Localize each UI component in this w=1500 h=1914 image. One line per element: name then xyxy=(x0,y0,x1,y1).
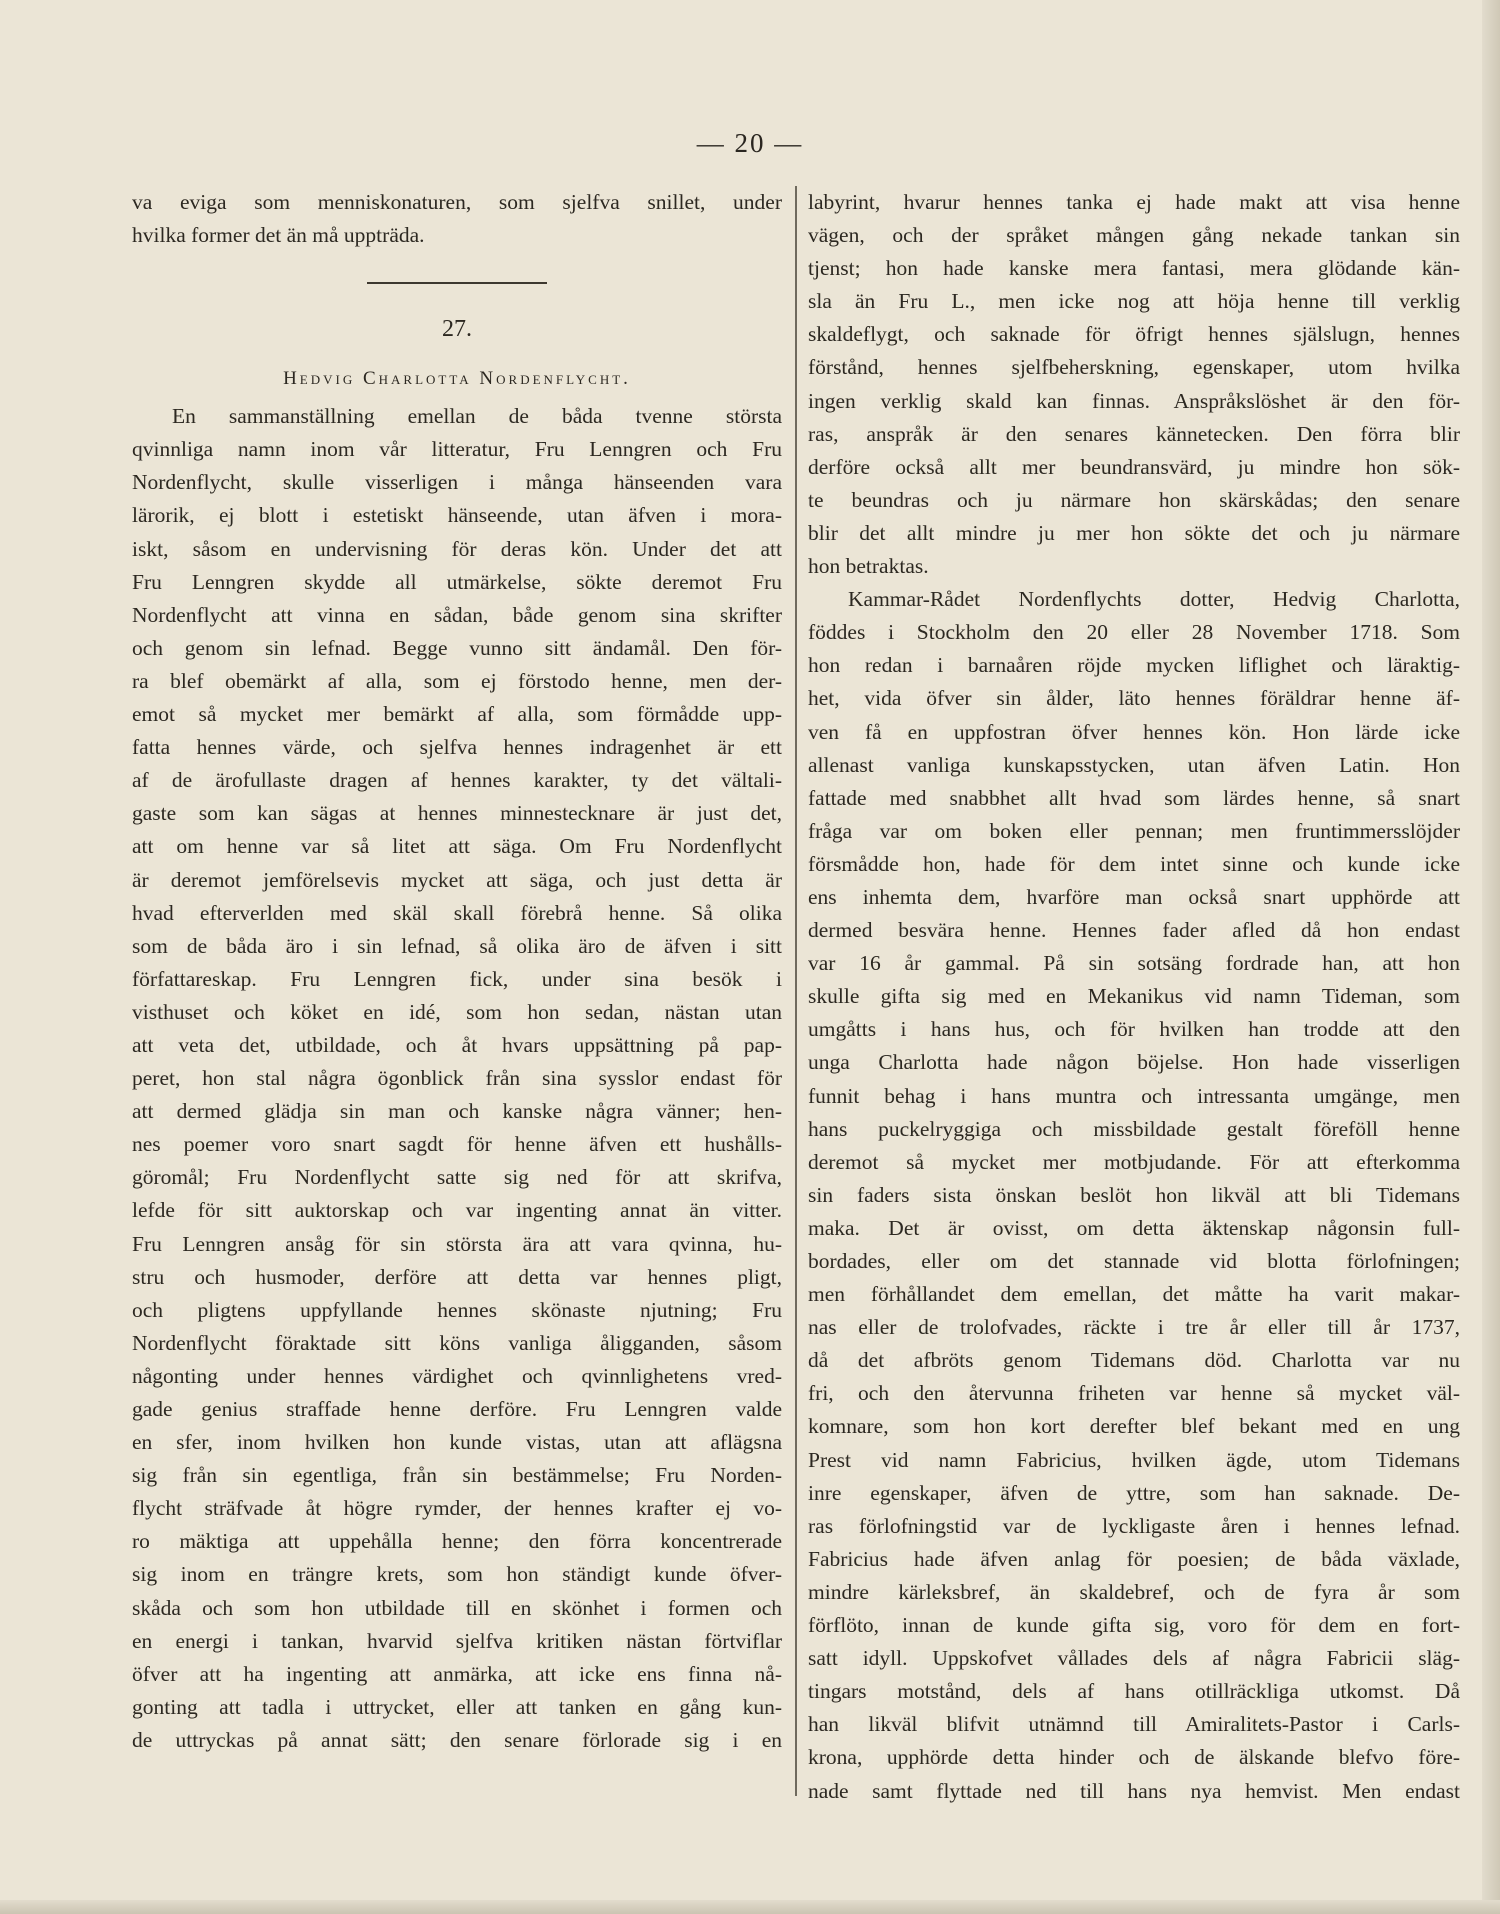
text-line: förstånd, hennes sjelfbeherskning, egenskaper, utom hvilka xyxy=(808,355,1460,380)
text-line: Fru Lenngren skydde all utmärkelse, sökte deremot Fru xyxy=(132,569,782,594)
page-number: — 20 — xyxy=(696,128,804,158)
text-line: Nordenflycht, skulle visserligen i många hänseenden vara xyxy=(132,470,782,495)
text-line: skåda och som hon utbildade till en skönhet i formen och xyxy=(132,1595,782,1620)
text-line: ras förlofningstid var de lyckligaste åren i hennes lefnad. xyxy=(808,1513,1460,1538)
text-line: och pligtens uppfyllande hennes skönaste njutning; Fru xyxy=(132,1297,782,1322)
text-line: hon redan i barnaåren röjde mycken liflighet och läraktig- xyxy=(808,653,1460,678)
text-line: funnit behag i hans muntra och intressanta umgänge, men xyxy=(808,1083,1460,1108)
text-line: mindre kärleksbref, än skaldebref, och de fyra år som xyxy=(808,1579,1460,1604)
text-line: inre egenskaper, äfven de yttre, som han saknade. De- xyxy=(808,1480,1460,1505)
text-line: blir det allt mindre ju mer hon sökte det och ju närmare xyxy=(808,520,1460,545)
text-line: visthuset och köket en idé, som hon sedan, nästan utan xyxy=(132,999,782,1024)
text-line: nade samt flyttade ned till hans nya hemvist. Men endast xyxy=(808,1778,1460,1803)
text-line: förflöto, innan de kunde gifta sig, voro för dem en fort- xyxy=(808,1613,1460,1638)
section-title: Hedvig Charlotta Nordenflycht. xyxy=(283,368,631,390)
text-line: af de ärofullaste dragen af hennes karakter, ty det vältali- xyxy=(132,768,782,793)
text-line: hans puckelryggiga och missbildade gestalt föreföll henne xyxy=(808,1116,1460,1141)
text-line: lefde för sitt auktorskap och var ingenting annat än vitter. xyxy=(132,1198,782,1223)
text-line: maka. Det är ovisst, om detta äktenskap någonsin full- xyxy=(808,1215,1460,1240)
text-line: nes poemer voro snart sagdt för henne äfven ett hushålls- xyxy=(132,1132,782,1157)
text-line: skulle gifta sig med en Mekanikus vid namn Tideman, som xyxy=(808,984,1460,1009)
text-line: men förhållandet dem emellan, det måtte ha varit makar- xyxy=(808,1282,1460,1307)
text-line: ro mäktiga att uppehålla henne; den förra koncentrerade xyxy=(132,1529,782,1554)
text-line: författareskap. Fru Lenngren fick, under sina besök i xyxy=(132,966,782,991)
left-body xyxy=(132,400,782,1757)
text-line: En sammanställning emellan de båda tvenne största xyxy=(172,404,782,429)
text-line: gade genius straffade henne derföre. Fru Lenngren valde xyxy=(132,1397,782,1421)
text-line: öfver att ha ingenting att anmärka, att icke ens finna nå- xyxy=(132,1661,782,1686)
right-paragraph-2 xyxy=(808,583,1460,1807)
text-line: unga Charlotta hade någon böjelse. Hon hade visserligen xyxy=(808,1050,1460,1075)
text-line: fattade med snabbhet allt hvad som lärdes henne, så snart xyxy=(808,785,1460,810)
text-line: att dermed glädja sin man och kanske några vänner; hen- xyxy=(132,1099,782,1124)
text-line: te beundras och ju närmare hon skärskådas; den senare xyxy=(808,487,1460,512)
text-line: någonting under hennes värdighet och qvinnlighetens vred- xyxy=(132,1363,782,1388)
text-line: skaldeflygt, och saknade för öfrigt hennes själslugn, hennes xyxy=(808,322,1460,347)
text-line: emot så mycket mer bemärkt af alla, som förmådde upp- xyxy=(132,702,782,727)
section-number: 27. xyxy=(442,316,472,343)
text-line: tingars motstånd, dels af hans otillräckliga utkomst. Då xyxy=(808,1679,1460,1704)
text-line: Nordenflycht föraktade sitt köns vanliga åligganden, såsom xyxy=(132,1330,782,1355)
text-line: som de båda äro i sin lefnad, så olika äro de äfven i sitt xyxy=(132,933,782,958)
text-line: va eviga som menniskonaturen, som sjelfva snillet, under xyxy=(132,190,782,214)
text-line: en energi i tankan, hvarvid sjelfva kritiken nästan förtviflar xyxy=(132,1628,782,1653)
text-line: Fabricius hade äfven anlag för poesien; de båda växlade, xyxy=(808,1546,1460,1571)
text-line: ven få en uppfostran öfver hennes kön. Hon lärde icke xyxy=(808,719,1460,744)
text-line: tjenst; hon hade kanske mera fantasi, mera glödande kän- xyxy=(808,256,1460,281)
right-column xyxy=(808,186,1460,1808)
text-line: då det afbröts genom Tidemans död. Charlotta var nu xyxy=(808,1348,1460,1373)
section-separator-rule xyxy=(367,282,547,284)
text-line: sin faders sista önskan beslöt hon likväl att bli Tidemans xyxy=(808,1182,1460,1207)
text-line: Nordenflycht att vinna en sådan, både genom sina skrifter xyxy=(132,602,782,627)
text-line: var 16 år gammal. På sin sotsäng fordrade han, att hon xyxy=(808,951,1460,976)
text-line: sla än Fru L., men icke nog att höja henne till verklig xyxy=(808,289,1460,314)
text-line: är deremot jemförelsevis mycket att säga, och just detta är xyxy=(132,867,782,892)
text-line: föddes i Stockholm den 20 eller 28 November 1718. Som xyxy=(808,620,1460,645)
text-line: dermed besvära henne. Hennes fader afled då hon endast xyxy=(808,918,1460,943)
text-line: sig inom en trängre krets, som hon ständigt kunde öfver- xyxy=(132,1562,782,1587)
text-line: stru och husmoder, derföre att detta var hennes pligt, xyxy=(132,1264,782,1289)
text-line: hon betraktas. xyxy=(808,554,929,579)
text-line: bordades, eller om det stannade vid blotta förlofningen; xyxy=(808,1249,1460,1273)
text-line: fråga var om boken eller pennan; men fruntimmersslöjder xyxy=(808,818,1460,843)
text-line: ras, anspråk är den senares kännetecken. Den förra blir xyxy=(808,421,1460,446)
text-line: allenast vanliga kunskapsstycken, utan äfven Latin. Hon xyxy=(808,752,1460,777)
text-line: Fru Lenngren ansåg för sin största ära att vara qvinna, hu- xyxy=(132,1231,782,1256)
text-line: att veta det, utbildade, och åt hvars uppsättning på pap- xyxy=(132,1032,782,1057)
text-line: ra blef obemärkt af alla, som ej förstodo henne, men der- xyxy=(132,668,782,693)
text-line: de uttryckas på annat sätt; den senare förlorade sig i en xyxy=(132,1727,782,1752)
right-paragraph-1 xyxy=(808,186,1460,583)
text-line: ens inhemta dem, hvarföre man också snart upphörde att xyxy=(808,884,1460,909)
text-line: hvilka former det än må uppträda. xyxy=(132,223,425,248)
text-line: att om henne var så litet att säga. Om Fru Nordenflycht xyxy=(132,834,782,859)
text-line: flycht sträfvade åt högre rymder, der hennes krafter ej vo- xyxy=(132,1496,782,1521)
text-line: vägen, och der språket mången gång nekade tankan sin xyxy=(808,223,1460,248)
text-line: krona, upphörde detta hinder och de älskande blefvo före- xyxy=(808,1745,1460,1770)
text-line: lärorik, ej blott i estetiskt hänseende, utan äfven i mora- xyxy=(132,503,782,528)
text-line: qvinnliga namn inom vår litteratur, Fru Lenngren och Fru xyxy=(132,437,782,462)
left-column xyxy=(132,186,782,1757)
text-line: gaste som kan sägas at hennes minnestecknare är just det, xyxy=(132,801,782,826)
text-line: fatta hennes värde, och sjelfva hennes indragenhet är ett xyxy=(132,735,782,760)
text-line: satt idyll. Uppskofvet vållades dels af några Fabricii släg- xyxy=(808,1646,1460,1671)
page-edge-shadow xyxy=(1482,0,1500,1914)
left-intro xyxy=(132,186,782,252)
text-line: ingen verklig skald kan finnas. Anspråkslöshet är den för- xyxy=(808,388,1460,413)
text-line: nas eller de trolofvades, räckte i tre år eller till år 1737, xyxy=(808,1315,1460,1340)
text-line: han likväl blifvit utnämnd till Amiralitets-Pastor i Carls- xyxy=(808,1712,1460,1737)
page-bottom-shadow xyxy=(0,1900,1500,1914)
text-line: gonting att tadla i uttrycket, eller att tanken en gång kun- xyxy=(132,1694,782,1719)
text-line: göromål; Fru Nordenflycht satte sig ned för att skrifva, xyxy=(132,1165,782,1190)
text-line: deremot så mycket mer motbjudande. För att efterkomma xyxy=(808,1149,1460,1174)
text-line: Kammar-Rådet Nordenflychts dotter, Hedvig Charlotta, xyxy=(848,587,1460,612)
text-line: hvad efterverlden med skäl skall förebrå henne. Så olika xyxy=(132,900,782,925)
text-line: het, vida öfver sin ålder, läto hennes föräldrar henne äf- xyxy=(808,686,1460,711)
text-line: umgåtts i hans hus, och för hvilken han trodde att den xyxy=(808,1017,1460,1042)
text-line: derföre också allt mer beundransvärd, ju mindre hon sök- xyxy=(808,454,1460,479)
text-line: iskt, såsom en undervisning för deras kön. Under det att xyxy=(132,536,782,561)
text-line: och genom sin lefnad. Begge vunno sitt ändamål. Den för- xyxy=(132,635,782,660)
text-line: fri, och den återvunna friheten var henne så mycket väl- xyxy=(808,1381,1460,1406)
text-line: komnare, som hon kort derefter blef bekant med en ung xyxy=(808,1414,1460,1439)
text-line: en sfer, inom hvilken hon kunde vistas, utan att aflägsna xyxy=(132,1430,782,1455)
text-line: försmådde hon, hade för dem intet sinne och kunde icke xyxy=(808,851,1460,876)
column-divider xyxy=(795,186,797,1796)
text-line: labyrint, hvarur hennes tanka ej hade makt att visa henne xyxy=(808,190,1460,214)
text-line: Prest vid namn Fabricius, hvilken ägde, utom Tidemans xyxy=(808,1447,1460,1472)
text-line: peret, hon stal några ögonblick från sina sysslor endast för xyxy=(132,1066,782,1091)
text-line: sig från sin egentliga, från sin bestämmelse; Fru Norden- xyxy=(132,1463,782,1488)
